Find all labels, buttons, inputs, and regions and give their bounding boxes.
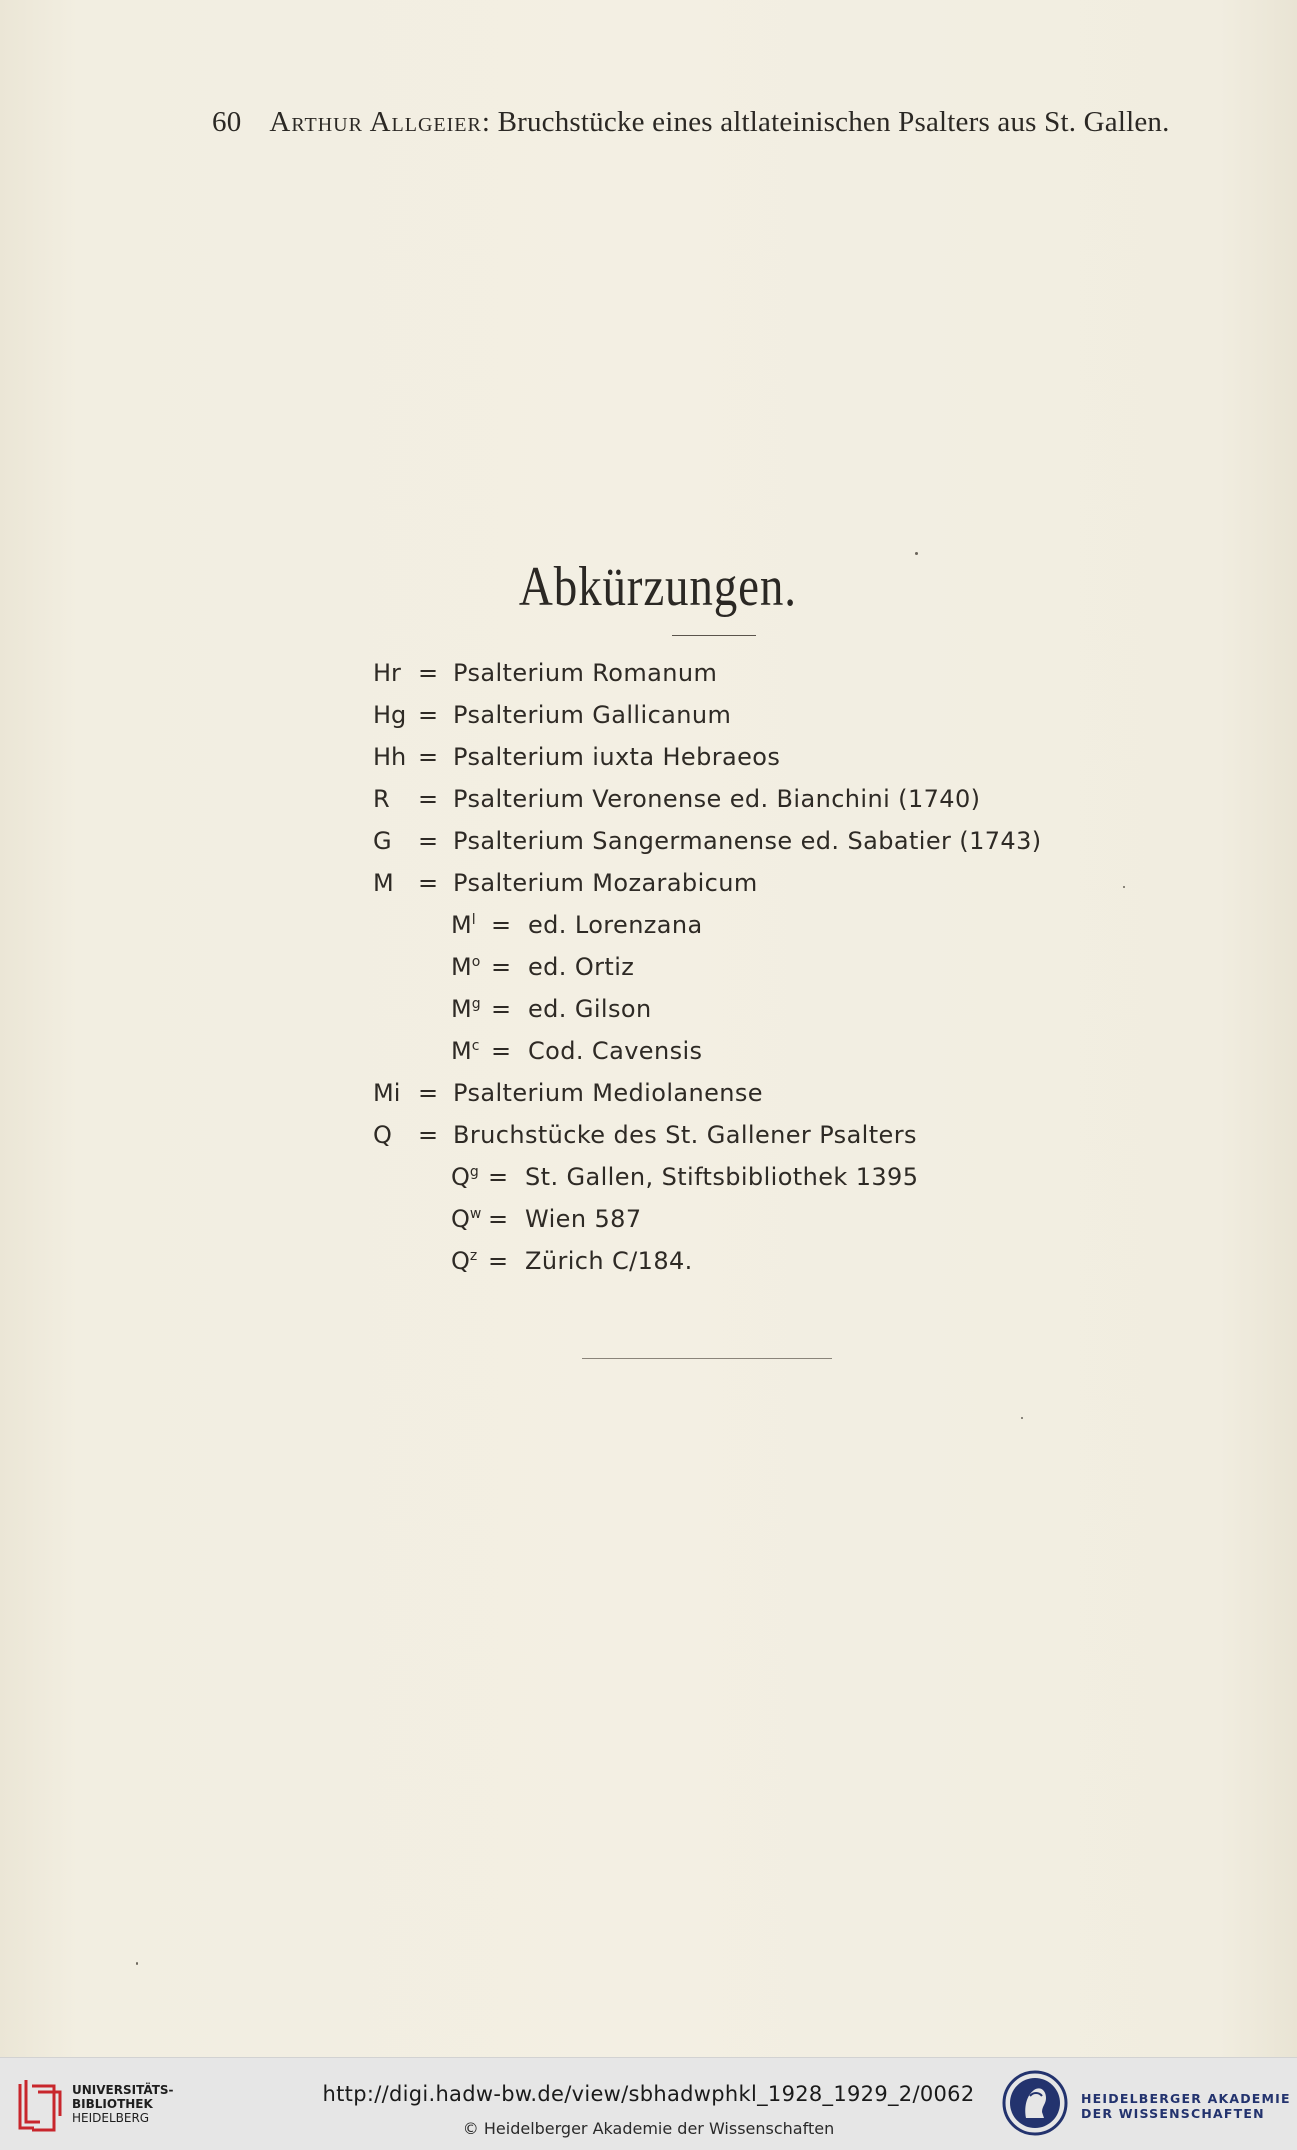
siglum-base: M [451, 995, 472, 1023]
closing-divider [582, 1358, 832, 1359]
abbreviation-siglum: R [373, 785, 390, 813]
equals-sign: = [418, 869, 439, 897]
abbreviation-row [373, 862, 1133, 904]
abbreviation-subrow [373, 1156, 1133, 1198]
paper-speck [1123, 886, 1125, 888]
abbreviation-expansion: Psalterium Sangermanense ed. Sabatier (1743) [453, 827, 1042, 855]
abbreviation-subrow [373, 904, 1133, 946]
paper-speck [136, 1962, 138, 1965]
academy-label [1081, 2091, 1291, 2121]
equals-sign: = [418, 743, 439, 771]
running-head-author: Arthur Allgeier [269, 106, 482, 138]
abbreviation-expansion: Psalterium iuxta Hebraeos [453, 743, 781, 771]
abbreviation-subrow [373, 988, 1133, 1030]
page-number: 60 [212, 106, 242, 138]
academy-seal-icon[interactable] [1002, 2070, 1068, 2136]
abbreviation-expansion: ed. Gilson [528, 995, 652, 1023]
equals-sign: = [488, 1247, 509, 1275]
abbreviation-expansion: Psalterium Romanum [453, 659, 718, 687]
equals-sign: = [418, 1079, 439, 1107]
abbreviation-row [373, 694, 1133, 736]
running-head-separator: : [481, 106, 498, 138]
abbreviation-row [373, 820, 1133, 862]
siglum-superscript: g [471, 996, 481, 1012]
abbreviation-row [373, 652, 1133, 694]
siglum-base: Q [451, 1247, 470, 1275]
title-divider [672, 635, 756, 636]
abbreviation-subrow [373, 1240, 1133, 1282]
siglum-superscript: l [471, 912, 476, 928]
abbreviation-siglum [451, 988, 491, 1030]
abbreviation-expansion: Psalterium Veronense ed. Bianchini (1740) [453, 785, 981, 813]
abbreviation-siglum: Hg [373, 701, 407, 729]
abbreviation-siglum [451, 1240, 491, 1282]
equals-sign: = [418, 827, 439, 855]
ub-label-line: UNIVERSITÄTS- [72, 2083, 174, 2097]
paper-speck [915, 552, 918, 555]
abbreviation-siglum: Q [373, 1121, 392, 1149]
abbreviation-siglum: M [373, 869, 394, 897]
ub-label-line: HEIDELBERG [72, 2111, 150, 2125]
abbreviation-subrow [373, 1030, 1133, 1072]
equals-sign: = [491, 953, 512, 981]
abbreviation-expansion: Psalterium Mozarabicum [453, 869, 758, 897]
equals-sign: = [418, 659, 439, 687]
abbreviation-row [373, 1072, 1133, 1114]
abbreviation-subrow [373, 946, 1133, 988]
abbreviation-siglum: Mi [373, 1079, 401, 1107]
siglum-superscript: g [469, 1164, 479, 1180]
equals-sign: = [491, 1037, 512, 1065]
equals-sign: = [488, 1205, 509, 1233]
abbreviation-expansion: Wien 587 [525, 1205, 642, 1233]
equals-sign: = [418, 701, 439, 729]
permalink-url[interactable]: http://digi.hadw-bw.de/view/sbhadwphkl_1928_1929_2/0062 [322, 2082, 975, 2106]
abbreviation-subrow [373, 1198, 1133, 1240]
academy-label-line: DER WISSENSCHAFTEN [1081, 2106, 1265, 2121]
abbreviation-siglum [451, 904, 491, 946]
abbreviation-expansion: Zürich C/184. [525, 1247, 693, 1275]
abbreviation-siglum: Hr [373, 659, 401, 687]
academy-label-line: HEIDELBERGER AKADEMIE [1081, 2091, 1291, 2106]
abbreviation-expansion: St. Gallen, Stiftsbibliothek 1395 [525, 1163, 919, 1191]
abbreviation-siglum [451, 1198, 491, 1240]
abbreviation-list [373, 652, 1133, 1282]
equals-sign: = [488, 1163, 509, 1191]
equals-sign: = [418, 1121, 439, 1149]
siglum-superscript: c [471, 1038, 480, 1054]
abbreviation-expansion: Cod. Cavensis [528, 1037, 703, 1065]
running-head-title: Bruchstücke eines altlateinischen Psalters aus St. Gallen. [497, 106, 1170, 138]
siglum-superscript: z [469, 1248, 478, 1264]
abbreviation-expansion: Bruchstücke des St. Gallener Psalters [453, 1121, 917, 1149]
abbreviation-siglum [451, 946, 491, 988]
running-head [212, 106, 1172, 139]
equals-sign: = [418, 785, 439, 813]
abbreviation-siglum: G [373, 827, 392, 855]
copyright-notice: © Heidelberger Akademie der Wissenschaften [462, 2119, 835, 2138]
equals-sign: = [491, 911, 512, 939]
abbreviation-expansion: ed. Ortiz [528, 953, 635, 981]
siglum-base: Q [451, 1163, 470, 1191]
abbreviation-row [373, 778, 1133, 820]
siglum-superscript: o [471, 954, 481, 970]
siglum-base: Q [451, 1205, 470, 1233]
abbreviation-row [373, 1114, 1133, 1156]
section-title: Abkürzungen. [518, 556, 797, 618]
abbreviation-siglum [451, 1030, 491, 1072]
equals-sign: = [491, 995, 512, 1023]
siglum-base: M [451, 911, 472, 939]
abbreviation-row [373, 736, 1133, 778]
siglum-superscript: w [469, 1206, 482, 1222]
abbreviation-expansion: Psalterium Gallicanum [453, 701, 732, 729]
viewer-footer [0, 2057, 1297, 2150]
siglum-base: M [451, 953, 472, 981]
ub-label-line: BIBLIOTHEK [72, 2097, 153, 2111]
siglum-base: M [451, 1037, 472, 1065]
abbreviation-expansion: ed. Lorenzana [528, 911, 703, 939]
abbreviation-expansion: Psalterium Mediolanense [453, 1079, 763, 1107]
abbreviation-siglum: Hh [373, 743, 407, 771]
paper-speck [1021, 1417, 1023, 1419]
abbreviation-siglum [451, 1156, 491, 1198]
